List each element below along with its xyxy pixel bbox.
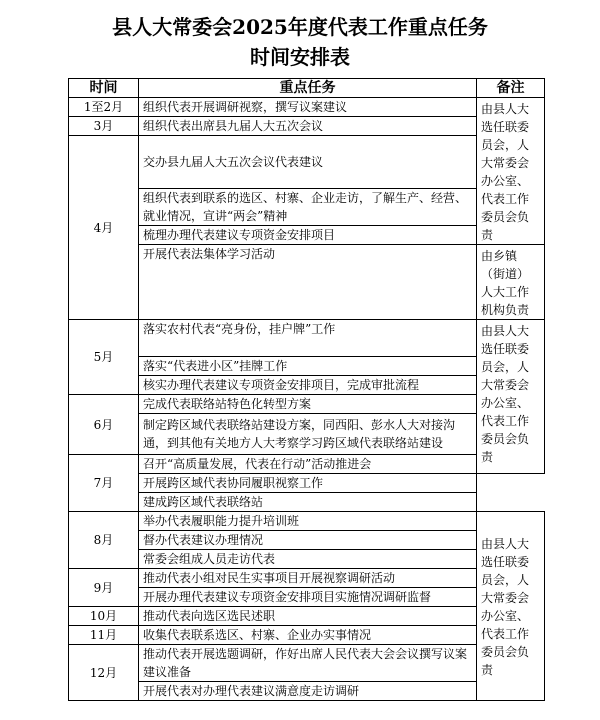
table-row <box>69 245 545 320</box>
table-row <box>69 117 545 136</box>
task-cell: 收集代表联系选区、村寨、企业办实事情况 <box>139 626 477 645</box>
table-header-row <box>69 79 545 98</box>
task-cell: 开展办理代表建议专项资金安排项目实施情况调研监督 <box>139 588 477 607</box>
task-cell: 梳理办理代表建议专项资金安排项目 <box>139 226 477 245</box>
table-row <box>69 189 545 226</box>
task-cell: 督办代表建议办理情况 <box>139 531 477 550</box>
task-cell: 组织代表出席县九届人大五次会议 <box>139 117 477 136</box>
table-row <box>69 226 545 245</box>
note-cell: 由县人大选任联委员会，人大常委会办公室、代表工作委员会负责 <box>477 98 545 245</box>
task-cell: 举办代表履职能力提升培训班 <box>139 512 477 531</box>
month-cell: 10月 <box>69 607 139 626</box>
task-cell: 交办县九届人大五次会议代表建议 <box>139 136 477 189</box>
table-row <box>69 607 545 626</box>
task-cell: 常委会组成人员走访代表 <box>139 550 477 569</box>
task-cell: 推动代表小组对民生实事项目开展视察调研活动 <box>139 569 477 588</box>
table-row <box>69 682 545 701</box>
month-cell: 6月 <box>69 395 139 455</box>
table-row <box>69 320 545 357</box>
table-row <box>69 414 545 455</box>
note-cell: 由县人大选任联委员会，人大常委会办公室、代表工作委员会负责 <box>477 320 545 474</box>
page-title-line1: 县人大常委会2025年度代表工作重点任务 <box>112 15 488 39</box>
table-row <box>69 512 545 531</box>
table-row <box>69 588 545 607</box>
task-cell: 落实“代表进小区”挂牌工作 <box>139 357 477 376</box>
table-row <box>69 531 545 550</box>
task-cell: 核实办理代表建议专项资金安排项目，完成审批流程 <box>139 376 477 395</box>
table-row <box>69 357 545 376</box>
task-cell: 开展代表法集体学习活动 <box>139 245 477 320</box>
task-cell: 推动代表向选区选民述职 <box>139 607 477 626</box>
task-cell: 开展代表对办理代表建议满意度走访调研 <box>139 682 477 701</box>
month-cell: 12月 <box>69 645 139 701</box>
note-cell: 由乡镇（街道）人大工作机构负责 <box>477 245 545 320</box>
month-cell: 11月 <box>69 626 139 645</box>
month-cell: 1至2月 <box>69 98 139 117</box>
month-cell: 7月 <box>69 455 139 512</box>
table-row <box>69 493 545 512</box>
month-cell: 8月 <box>69 512 139 569</box>
table-row <box>69 455 545 474</box>
month-cell: 4月 <box>69 136 139 320</box>
header-note: 备注 <box>477 79 545 98</box>
page-title-line2: 时间安排表 <box>250 45 350 69</box>
schedule-table <box>68 78 545 701</box>
table-row <box>69 395 545 414</box>
header-month: 时间 <box>69 79 139 98</box>
table-row <box>69 98 545 117</box>
task-cell: 组织代表开展调研视察，撰写议案建议 <box>139 98 477 117</box>
table-row <box>69 626 545 645</box>
task-cell: 制定跨区域代表联络站建设方案，同西阳、彭水人大对接沟通，到其他有关地方人大考察学习跨区域代表联络站建设 <box>139 414 477 455</box>
month-cell: 9月 <box>69 569 139 607</box>
table-row <box>69 474 545 493</box>
table-row <box>69 645 545 682</box>
note-cell: 由县人大选任联委员会，人大常委会办公室、代表工作委员会负责 <box>477 512 545 701</box>
task-cell: 建成跨区域代表联络站 <box>139 493 477 512</box>
month-cell: 3月 <box>69 117 139 136</box>
task-cell: 推动代表开展选题调研，作好出席人民代表大会会议撰写议案建议准备 <box>139 645 477 682</box>
table-row <box>69 569 545 588</box>
month-cell: 5月 <box>69 320 139 395</box>
task-cell: 完成代表联络站特色化转型方案 <box>139 395 477 414</box>
table-row <box>69 136 545 189</box>
task-cell: 组织代表到联系的选区、村寨、企业走访，了解生产、经营、就业情况，宣讲“两会”精神 <box>139 189 477 226</box>
task-cell: 落实农村代表“亮身份，挂户牌”工作 <box>139 320 477 357</box>
table-row <box>69 550 545 569</box>
table-row <box>69 376 545 395</box>
task-cell: 开展跨区域代表协同履职视察工作 <box>139 474 477 493</box>
header-task: 重点任务 <box>139 79 477 98</box>
task-cell: 召开“高质量发展，代表在行动”活动推进会 <box>139 455 477 474</box>
